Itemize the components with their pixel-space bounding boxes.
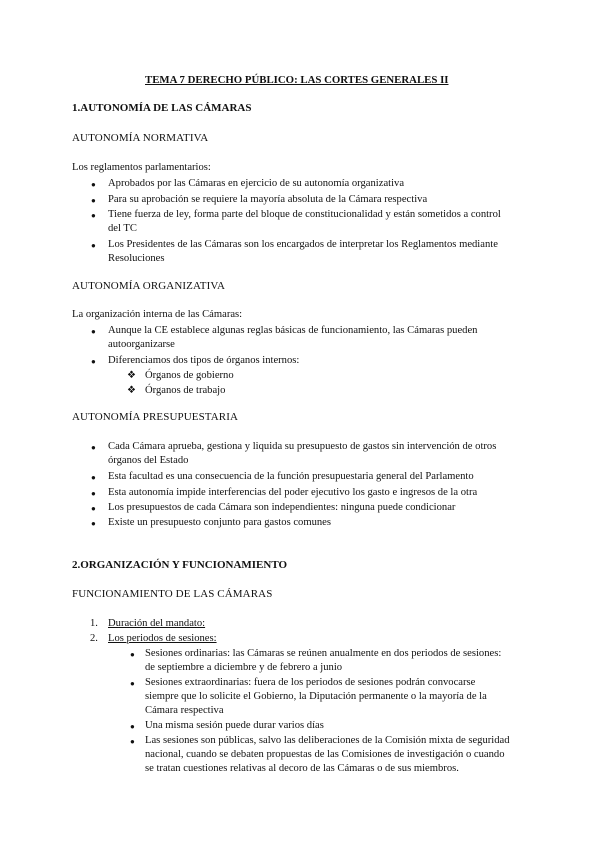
presupuestaria-item: Esta autonomía impide interferencias del poder ejecutivo los gasto e ingresos de la otra [108, 487, 478, 498]
funcionamiento-item-cont: Cámara respectiva [145, 705, 224, 716]
normativa-item: Para su aprobación se requiere la mayoría absoluta de la Cámara respectiva [108, 194, 428, 205]
presupuestaria-item: Existe un presupuesto conjunto para gastos comunes [108, 517, 332, 528]
page-title: TEMA 7 DERECHO PÚBLICO: LAS CORTES GENERALES II [145, 74, 449, 86]
bullet-icon: ● [130, 737, 135, 746]
normativa-item: Los Presidentes de las Cámaras son los encargados de interpretar los Reglamentos mediante [108, 239, 498, 250]
organizativa-item: Aunque la CE establece algunas reglas básicas de funcionamiento, las Cámaras pueden [108, 325, 478, 336]
diamond-bullet-icon: ❖ [127, 370, 136, 381]
funcionamiento-item: Una misma sesión puede durar varios días [145, 720, 324, 731]
organizativa-heading: AUTONOMÍA ORGANIZATIVA [72, 280, 226, 292]
numbered-item-label: Los periodos de sesiones: [108, 633, 217, 644]
bullet-icon: ● [91, 443, 96, 452]
bullet-icon: ● [91, 519, 96, 528]
organizativa-intro: La organización interna de las Cámaras: [72, 309, 243, 320]
bullet-icon: ● [91, 211, 96, 220]
normativa-item-cont: del TC [108, 223, 137, 234]
organizativa-subitem: Órganos de gobierno [145, 370, 234, 381]
funcionamiento-item: Las sesiones son públicas, salvo las deliberaciones de la Comisión mixta de seguridad [145, 735, 510, 746]
funcionamiento-item: Sesiones ordinarias: las Cámaras se reúnen anualmente en dos periodos de sesiones: [145, 648, 502, 659]
funcionamiento-item: Sesiones extraordinarias: fuera de los periodos de sesiones podrán convocarse [145, 677, 476, 688]
funcionamiento-item-cont: nacional, cuando se debaten propuestas de las Comisiones de investigación o cuando [145, 749, 505, 760]
bullet-icon: ● [91, 196, 96, 205]
presupuestaria-item: Los presupuestos de cada Cámara son independientes: ninguna puede condicionar [108, 502, 456, 513]
numbered-item-label: Duración del mandato: [108, 618, 206, 629]
organizativa-item-cont: autoorganizarse [108, 339, 175, 350]
normativa-item-cont: Resoluciones [108, 253, 165, 264]
bullet-icon: ● [130, 679, 135, 688]
presupuestaria-item: Esta facultad es una consecuencia de la función presupuestaria general del Parlamento [108, 471, 474, 482]
funcionamiento-heading: FUNCIONAMIENTO DE LAS CÁMARAS [72, 588, 273, 600]
bullet-icon: ● [91, 489, 96, 498]
normativa-intro: Los reglamentos parlamentarios: [72, 162, 211, 173]
normativa-item: Tiene fuerza de ley, forma parte del bloque de constitucionalidad y están sometidos a control [108, 209, 501, 220]
bullet-icon: ● [91, 504, 96, 513]
presupuestaria-item-cont: órganos del Estado [108, 455, 189, 466]
organizativa-item: Diferenciamos dos tipos de órganos internos: [108, 355, 300, 366]
normativa-item: Aprobados por las Cámaras en ejercicio de su autonomía organizativa [108, 178, 405, 189]
bullet-icon: ● [91, 241, 96, 250]
diamond-bullet-icon: ❖ [127, 385, 136, 396]
presupuestaria-item: Cada Cámara aprueba, gestiona y liquida su presupuesto de gastos sin intervención de otros [108, 441, 497, 452]
section-2-heading: 2.ORGANIZACIÓN Y FUNCIONAMIENTO [72, 559, 288, 571]
normativa-heading: AUTONOMÍA NORMATIVA [72, 132, 209, 144]
bullet-icon: ● [130, 650, 135, 659]
funcionamiento-item-cont: se tratan cuestiones relativas al decoro de las Cámaras o de sus miembros. [145, 763, 459, 774]
funcionamiento-item-cont: siempre que lo solicite el Gobierno, la Diputación permanente o la mayoría de la [145, 691, 487, 702]
funcionamiento-item-cont: de septiembre a diciembre y de febrero a junio [145, 662, 343, 673]
section-1-heading: 1.AUTONOMÍA DE LAS CÁMARAS [72, 102, 252, 114]
bullet-icon: ● [91, 473, 96, 482]
bullet-icon: ● [91, 180, 96, 189]
numbered-marker: 1. [90, 618, 98, 629]
numbered-marker: 2. [90, 633, 98, 644]
bullet-icon: ● [91, 327, 96, 336]
bullet-icon: ● [130, 722, 135, 731]
bullet-icon: ● [91, 357, 96, 366]
presupuestaria-heading: AUTONOMÍA PRESUPUESTARIA [72, 411, 239, 423]
organizativa-subitem: Órganos de trabajo [145, 385, 226, 396]
